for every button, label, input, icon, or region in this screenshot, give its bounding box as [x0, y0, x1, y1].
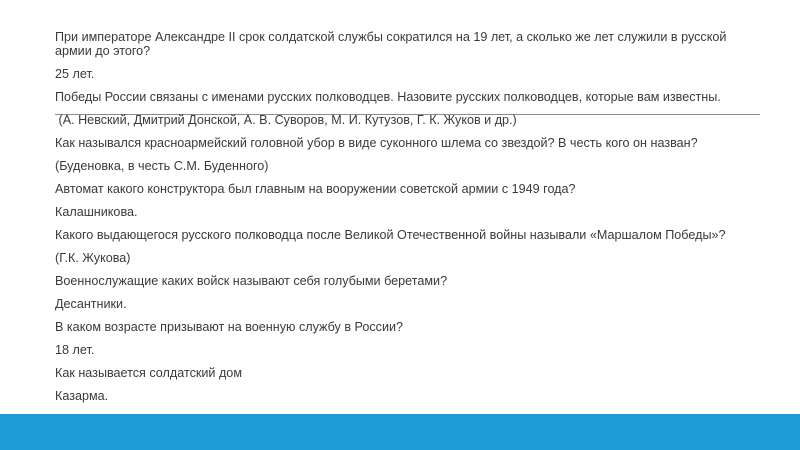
question-3: Как назывался красноармейский головной убор в виде суконного шлема со звездой? В честь кого он назван? [55, 136, 698, 150]
question-7: В каком возрасте призывают на военную службу в России? [55, 320, 404, 334]
question-1: При императоре Александре II срок солдатской службы сократился на 19 лет, а сколько же лет служили в русской армии до этого? [55, 30, 727, 58]
answer-7: 18 лет. [55, 343, 95, 357]
answer-2: (А. Невский, Дмитрий Донской, А. В. Суворов, М. И. Кутузов, Г. К. Жуков и др.) [55, 113, 517, 127]
question-2: Победы России связаны с именами русских полководцев. Назовите русских полководцев, которые вам известны. [55, 90, 721, 104]
question-6: Военнослужащие каких войск называют себя голубыми беретами? [55, 274, 448, 288]
answer-6: Десантники. [55, 297, 127, 311]
bottom-accent-bar [0, 414, 800, 450]
question-4: Автомат какого конструктора был главным на вооружении советской армии с 1949 года? [55, 182, 576, 196]
question-8: Как называется солдатский дом [55, 366, 242, 380]
question-5: Какого выдающегося русского полководца после Великой Отечественной войны называли «Маршалом Победы»? [55, 228, 726, 242]
answer-5: (Г.К. Жукова) [55, 251, 131, 265]
answer-3: (Буденовка, в честь С.М. Буденного) [55, 159, 269, 173]
answer-8: Казарма. [55, 389, 109, 403]
answer-4: Калашникова. [55, 205, 138, 219]
answer-1: 25 лет. [55, 67, 95, 81]
slide-text-body [55, 30, 760, 412]
